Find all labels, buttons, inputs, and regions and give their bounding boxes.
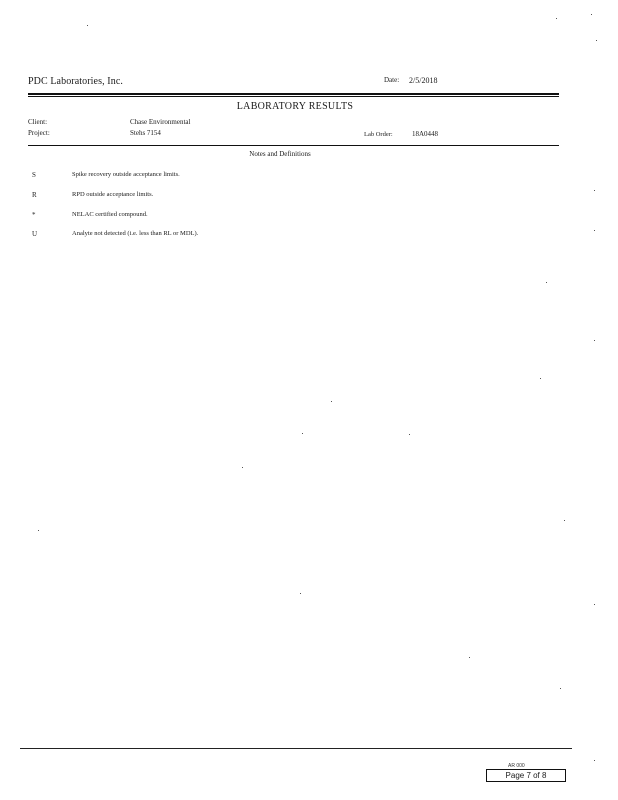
report-title: LABORATORY RESULTS xyxy=(236,101,354,112)
scan-speck xyxy=(560,688,561,689)
note-text: RPD outside acceptance limits. xyxy=(72,191,154,198)
info-divider xyxy=(28,145,559,146)
scan-speck xyxy=(300,593,301,594)
note-code: U xyxy=(32,230,38,238)
scan-speck xyxy=(409,434,410,435)
scan-speck xyxy=(242,467,243,468)
project-label: Project: xyxy=(28,129,50,137)
footer-divider xyxy=(20,748,572,749)
date-label: Date: xyxy=(384,76,400,84)
header-divider xyxy=(28,93,559,95)
notes-heading: Notes and Definitions xyxy=(249,150,311,158)
scan-speck xyxy=(594,230,595,231)
scan-speck xyxy=(594,340,595,341)
scan-speck xyxy=(546,282,547,283)
company-name: PDC Laboratories, Inc. xyxy=(28,76,123,87)
note-code: R xyxy=(32,191,37,199)
lab-order-value: 18A0448 xyxy=(412,130,439,138)
note-code: S xyxy=(32,171,36,179)
scan-speck xyxy=(596,40,597,41)
scan-speck xyxy=(591,14,592,15)
client-label: Client: xyxy=(28,118,48,126)
page-number-box: Page 7 of 8 xyxy=(486,769,566,782)
scan-speck xyxy=(556,18,557,19)
bates-stamp: AR 000 xyxy=(508,763,525,769)
scan-speck xyxy=(594,760,595,761)
note-text: Analyte not detected (i.e. less than RL or MDL). xyxy=(72,230,199,237)
client-value: Chase Environmental xyxy=(130,118,191,126)
scan-speck xyxy=(594,190,595,191)
lab-order-label: Lab Order: xyxy=(364,131,393,138)
note-code: * xyxy=(32,211,36,219)
scan-speck xyxy=(302,433,303,434)
scan-speck xyxy=(540,378,541,379)
scan-speck xyxy=(331,401,332,402)
date-value: 2/5/2018 xyxy=(409,76,438,85)
scan-speck xyxy=(38,530,39,531)
header-divider-secondary xyxy=(28,96,559,97)
project-value: Stehs 7154 xyxy=(130,129,161,137)
scan-speck xyxy=(594,604,595,605)
note-text: NELAC certified compound. xyxy=(72,211,148,218)
note-text: Spike recovery outside acceptance limits. xyxy=(72,171,180,178)
scan-speck xyxy=(564,520,565,521)
scan-speck xyxy=(469,657,470,658)
scan-speck xyxy=(87,25,88,26)
